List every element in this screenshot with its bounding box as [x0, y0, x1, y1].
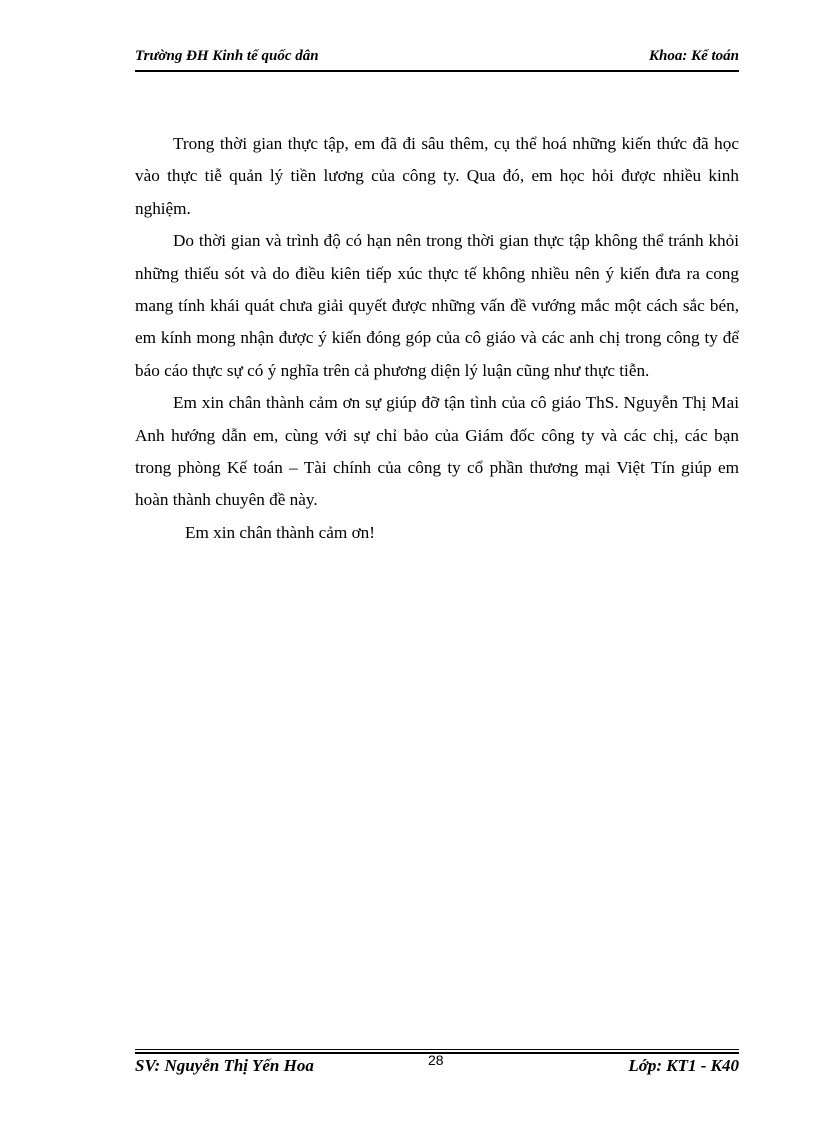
closing-line: Em xin chân thành cảm ơn!: [185, 522, 375, 542]
paragraph-3: Em xin chân thành cảm ơn sự giúp đỡ tận tình của cô giáo ThS. Nguyễn Thị Mai Anh hướng dẫn em, cùng với sự chỉ bảo của Giám đốc công ty và các chị, các bạn trong phòng Kế toán – Tài chính của công ty cổ phần thương mại Việt Tín giúp em hoàn thành chuyên đề này.: [135, 393, 739, 510]
header-faculty: Khoa: Kế toán: [648, 48, 739, 64]
document-body: [135, 128, 739, 549]
page-number: 28: [428, 1052, 444, 1068]
page-footer: [135, 1052, 739, 1080]
footer-class: Lớp: KT1 - K40: [628, 1056, 739, 1075]
page-header: [135, 48, 739, 70]
header-divider: [135, 70, 739, 72]
footer-student: SV: Nguyễn Thị Yến Hoa: [135, 1056, 314, 1075]
footer-divider-thin: [135, 1049, 739, 1050]
header-school: Trường ĐH Kinh tế quốc dân: [135, 48, 319, 64]
paragraph-1: Trong thời gian thực tập, em đã đi sâu thêm, cụ thể hoá những kiến thức đã học vào thực tiễ quản lý tiền lương của công ty. Qua đó, em học hỏi được nhiều kinh nghiệm.: [135, 134, 739, 218]
paragraph-2: Do thời gian và trình độ có hạn nên trong thời gian thực tập không thể tránh khỏi những thiếu sót và do điều kiên tiếp xúc thực tế không nhiều nên ý kiến đưa ra cong mang tính khái quát chưa giải quyết được những vấn đề vướng mắc một cách sắc bén, em kính mong nhận được ý kiến đóng góp của cô giáo và các anh chị trong công ty để báo cáo thực sự có ý nghĩa trên cả phương diện lý luận cũng như thực tiễn.: [135, 231, 739, 380]
